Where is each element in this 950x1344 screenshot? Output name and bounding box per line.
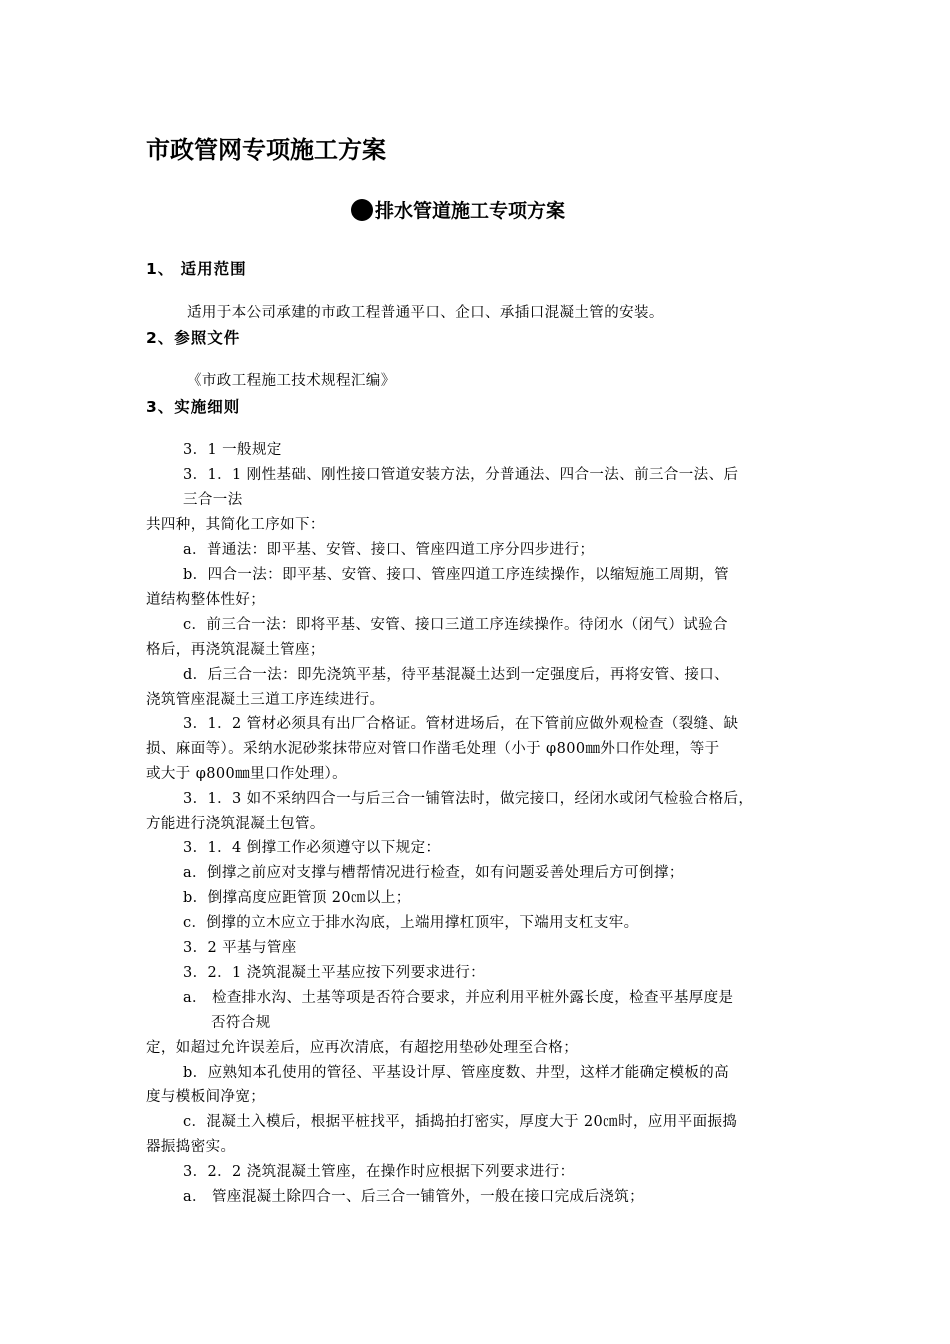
document-title: 市政管网专项施工方案	[146, 135, 386, 164]
text-line: c．混凝土入模后，根据平桩找平，插捣拍打密实，厚度大于 20㎝时，应用平面振捣	[183, 1114, 738, 1130]
text-line: 损、麻面等）。采纳水泥砂浆抹带应对管口作凿毛处理（小于 φ800㎜外口作处理，等于	[146, 741, 720, 757]
text-line: 或大于 φ800㎜里口作处理）。	[146, 766, 348, 782]
text-line: 度与模板间净宽；	[146, 1089, 266, 1105]
text-line: 3．1 一般规定	[183, 442, 282, 458]
text-line: 三合一法	[183, 492, 243, 508]
text-line: 方能进行浇筑混凝土包管。	[146, 816, 325, 832]
section-1-heading: 1、 适用范围	[146, 260, 247, 278]
section-1-body: 适用于本公司承建的市政工程普通平口、企口、承插口混凝土管的安装。	[187, 305, 664, 321]
text-line: 器振捣密实。	[146, 1139, 236, 1155]
section-3-heading: 3、实施细则	[146, 398, 241, 416]
text-line: b．倒撑高度应距管顶 20㎝以上；	[183, 890, 411, 906]
text-line: 3．2．1 浇筑混凝土平基应按下列要求进行：	[183, 965, 486, 981]
subtitle-text: 排水管道施工专项方案	[375, 200, 566, 222]
text-line: 道结构整体性好；	[146, 592, 266, 608]
text-line: 共四种，其简化工序如下：	[146, 517, 325, 533]
text-line: b．应熟知本孔使用的管径、平基设计厚、管座度数、井型，这样才能确定模板的高	[183, 1065, 730, 1081]
text-line: c．倒撑的立木应立于排水沟底，上端用撑杠顶牢，下端用支杠支牢。	[183, 915, 639, 931]
text-line: b．四合一法：即平基、安管、接口、管座四道工序连续操作，以缩短施工周期，管	[183, 567, 730, 583]
text-line: d．后三合一法：即先浇筑平基，待平基混凝土达到一定强度后，再将安管、接口、	[183, 667, 730, 683]
text-line: a． 检查排水沟、土基等项是否符合要求，并应利用平桩外露长度，检查平基厚度是	[183, 990, 734, 1006]
text-line: 格后，再浇筑混凝土管座；	[146, 642, 325, 658]
text-line: c．前三合一法：即将平基、安管、接口三道工序连续操作。待闭水（闭气）试验合	[183, 617, 728, 633]
text-line: 3．2．2 浇筑混凝土管座，在操作时应根据下列要求进行：	[183, 1164, 575, 1180]
bullet-icon	[351, 199, 373, 221]
text-line: 浇筑管座混凝土三道工序连续进行。	[146, 692, 385, 708]
section-2-body: 《市政工程施工技术规程汇编》	[187, 373, 396, 389]
text-line: 3．2 平基与管座	[183, 940, 297, 956]
text-line: 3．1．3 如不采纳四合一与后三合一铺管法时，做完接口，经闭水或闭气检验合格后，	[183, 791, 754, 807]
text-line: a．倒撑之前应对支撑与槽帮情况进行检查，如有问题妥善处理后方可倒撑；	[183, 865, 684, 881]
text-line: 否符合规	[211, 1015, 271, 1031]
section-2-heading: 2、参照文件	[146, 329, 241, 347]
text-line: 3．1．1 刚性基础、刚性接口管道安装方法，分普通法、四合一法、前三合一法、后	[183, 467, 739, 483]
text-line: 3．1．2 管材必须具有出厂合格证。管材进场后，在下管前应做外观检查（裂缝、缺	[183, 716, 739, 732]
text-line: 定，如超过允许误差后，应再次清底，有超挖用垫砂处理至合格；	[146, 1040, 579, 1056]
document-subtitle	[351, 197, 565, 225]
text-line: 3．1．4 倒撑工作必须遵守以下规定：	[183, 840, 441, 856]
text-line: a． 管座混凝土除四合一、后三合一铺管外，一般在接口完成后浇筑；	[183, 1189, 645, 1205]
text-line: a．普通法：即平基、安管、接口、管座四道工序分四步进行；	[183, 542, 595, 558]
